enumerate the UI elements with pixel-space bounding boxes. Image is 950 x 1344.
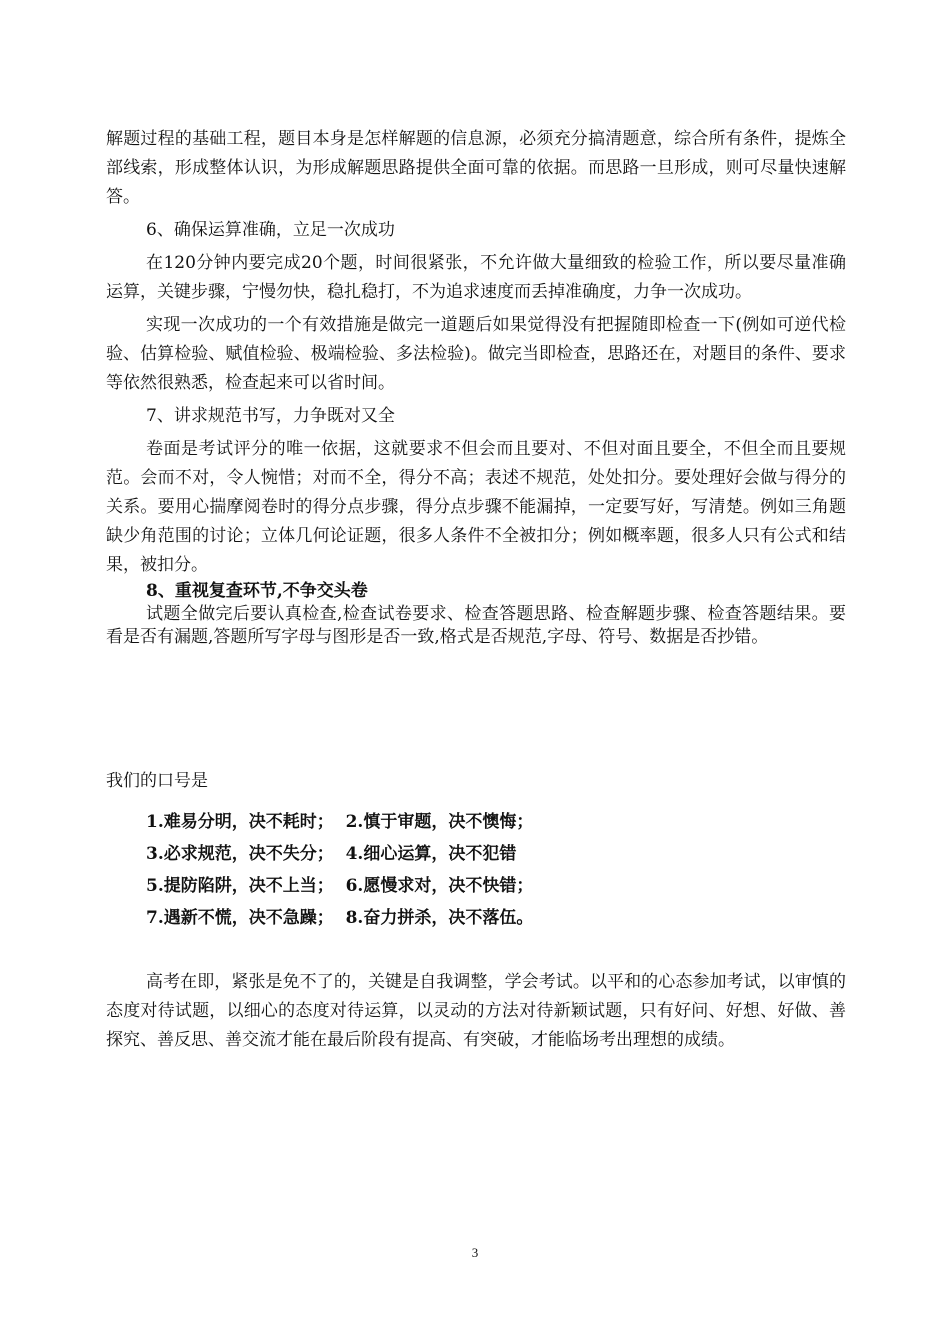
paragraph-accurate-calculation: 在120分钟内要完成20个题，时间很紧张，不允许做大量细致的检验工作，所以要尽量准确运算，关键步骤，宁慢勿快，稳扎稳打，不为追求速度而丢掉准确度，力争一次成功。 — [106, 253, 846, 302]
heading-section-6: 6、确保运算准确，立足一次成功 — [146, 220, 395, 240]
slogan-line-3: 5.提防陷阱，决不上当； 6.愿慢求对，决不快错； — [146, 876, 534, 896]
page-number: 3 — [471, 1245, 479, 1260]
slogan-line-2: 3.必求规范，决不失分； 4.细心运算，决不犯错 — [146, 844, 517, 864]
heading-section-8: 8、重视复查环节,不争交头卷 — [146, 581, 368, 601]
paragraph-solving-basis: 解题过程的基础工程，题目本身是怎样解题的信息源，必须充分搞清题意，综合所有条件，提炼全部线索，形成整体认识，为形成解题思路提供全面可靠的依据。而思路一旦形成，则可尽量快速解答。 — [106, 129, 846, 207]
paragraph-standard-writing: 卷面是考试评分的唯一依据，这就要求不但会而且要对、不但对面且要全，不但全而且要规范。会而不对，令人惋惜；对而不全，得分不高；表述不规范，处处扣分。要处理好会做与得分的关系。要用心揣摩阅卷时的得分点步骤，得分点步骤不能漏掉，一定要写好，写清楚。例如三角题缺少角范围的讨论；立体几何论证题，很多人条件不全被扣分；例如概率题，很多人只有公式和结果，被扣分。 — [106, 439, 846, 575]
slogan-list — [106, 812, 846, 928]
document-body — [106, 125, 846, 1055]
paragraph-review: 试题全做完后要认真检查,检查试卷要求、检查答题思路、检查解题步骤、检查答题结果。要看是否有漏题,答题所写字母与图形是否一致,格式是否规范,字母、符号、数据是否抄错。 — [106, 604, 846, 647]
heading-section-7: 7、讲求规范书写，力争既对又全 — [146, 406, 395, 426]
slogan-line-1: 1.难易分明，决不耗时； 2.慎于审题，决不懊悔； — [146, 812, 534, 832]
slogan-intro: 我们的口号是 — [106, 771, 208, 791]
slogan-line-4: 7.遇新不慌，决不急躁； 8.奋力拼杀，决不落伍。 — [146, 908, 534, 928]
paragraph-check-immediately: 实现一次成功的一个有效措施是做完一道题后如果觉得没有把握随即检查一下(例如可逆代检验、估算检验、赋值检验、极端检验、多法检验)。做完当即检查，思路还在，对题目的条件、要求等依然很熟悉，检查起来可以省时间。 — [106, 315, 846, 393]
paragraph-closing: 高考在即，紧张是免不了的，关键是自我调整，学会考试。以平和的心态参加考试，以审慎的态度对待试题，以细心的态度对待运算，以灵动的方法对待新颖试题，只有好问、好想、好做、善探究、善反思、善交流才能在最后阶段有提高、有突破，才能临场考出理想的成绩。 — [106, 972, 846, 1050]
